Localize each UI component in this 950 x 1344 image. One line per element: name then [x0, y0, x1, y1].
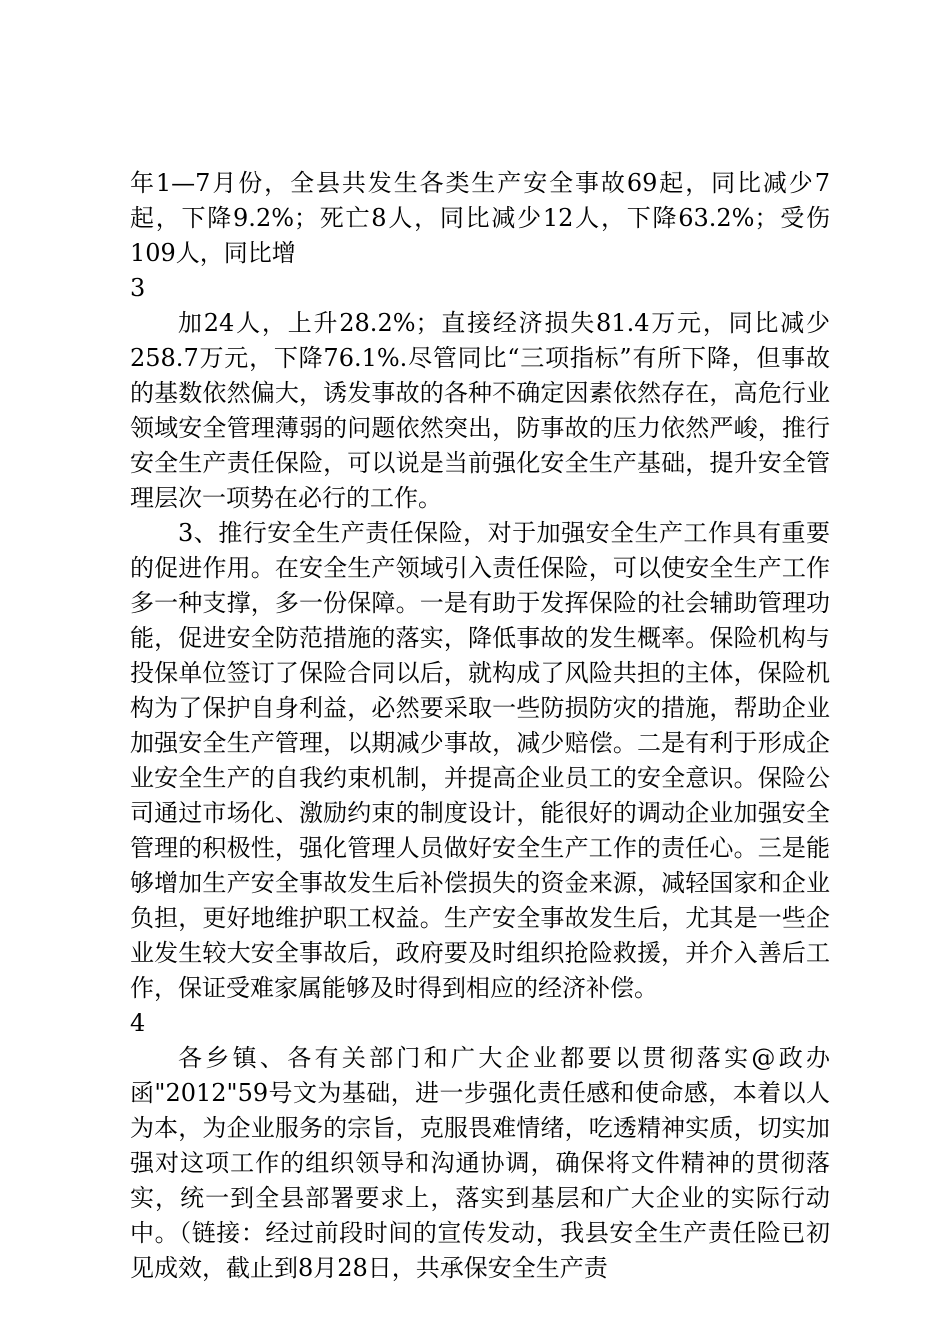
page-number-3: 3: [130, 274, 146, 302]
paragraph-insurance-benefits: 3、推行安全生产责任保险，对于加强安全生产工作具有重要的促进作用。在安全生产领域引入责任保险，可以使安全生产工作多一种支撑，多一份保障。一是有助于发挥保险的社会辅助管理功能，促进安全防范措施的落实，降低事故的发生概率。保险机构与投保单位签订了保险合同以后，就构成了风险共担的主体，保险机构为了保护自身利益，必然要采取一些防损防灾的措施，帮助企业加强安全生产管理，以期减少事故，减少赔偿。二是有利于形成企业安全生产的自我约束机制，并提高企业员工的安全意识。保险公司通过市场化、激励约束的制度设计，能很好的调动企业加强安全管理的积极性，强化管理人员做好安全生产工作的责任心。三是能够增加生产安全事故发生后补偿损失的资金来源，减轻国家和企业负担，更好地维护职工权益。生产安全事故发生后，尤其是一些企业发生较大安全事故后，政府要及时组织抢险救援，并介入善后工作，保证受难家属能够及时得到相应的经济补偿。: [130, 519, 830, 1002]
paragraph-accident-statistics: 年1—7月份，全县共发生各类生产安全事故69起，同比减少7起，下降9.2%；死亡8人，同比减少12人，下降63.2%；受伤109人，同比增: [130, 169, 830, 267]
paragraph-implementation-requirements: 各乡镇、各有关部门和广大企业都要以贯彻落实@政办函"2012"59号文为基础，进一步强化责任感和使命感，本着以人为本，为企业服务的宗旨，克服畏难情绪，吃透精神实质，切实加强对这项工作的组织领导和沟通协调，确保将文件精神的贯彻落实，统一到全县部署要求上，落实到基层和广大企业的实际行动中。（链接：经过前段时间的宣传发动，我县安全生产责任险已初见成效，截止到8月28日，共承保安全生产责: [130, 1044, 830, 1282]
page-number-4: 4: [130, 1009, 146, 1037]
paragraph-losses-and-pressure: 加24人，上升28.2%；直接经济损失81.4万元，同比减少258.7万元，下降76.1%.尽管同比“三项指标”有所下降，但事故的基数依然偏大，诱发事故的各种不确定因素依然存在，高危行业领域安全管理薄弱的问题依然突出，防事故的压力依然严峻，推行安全生产责任保险，可以说是当前强化安全生产基础，提升安全管理层次一项势在必行的工作。: [130, 309, 830, 512]
document-body: [130, 166, 830, 1286]
